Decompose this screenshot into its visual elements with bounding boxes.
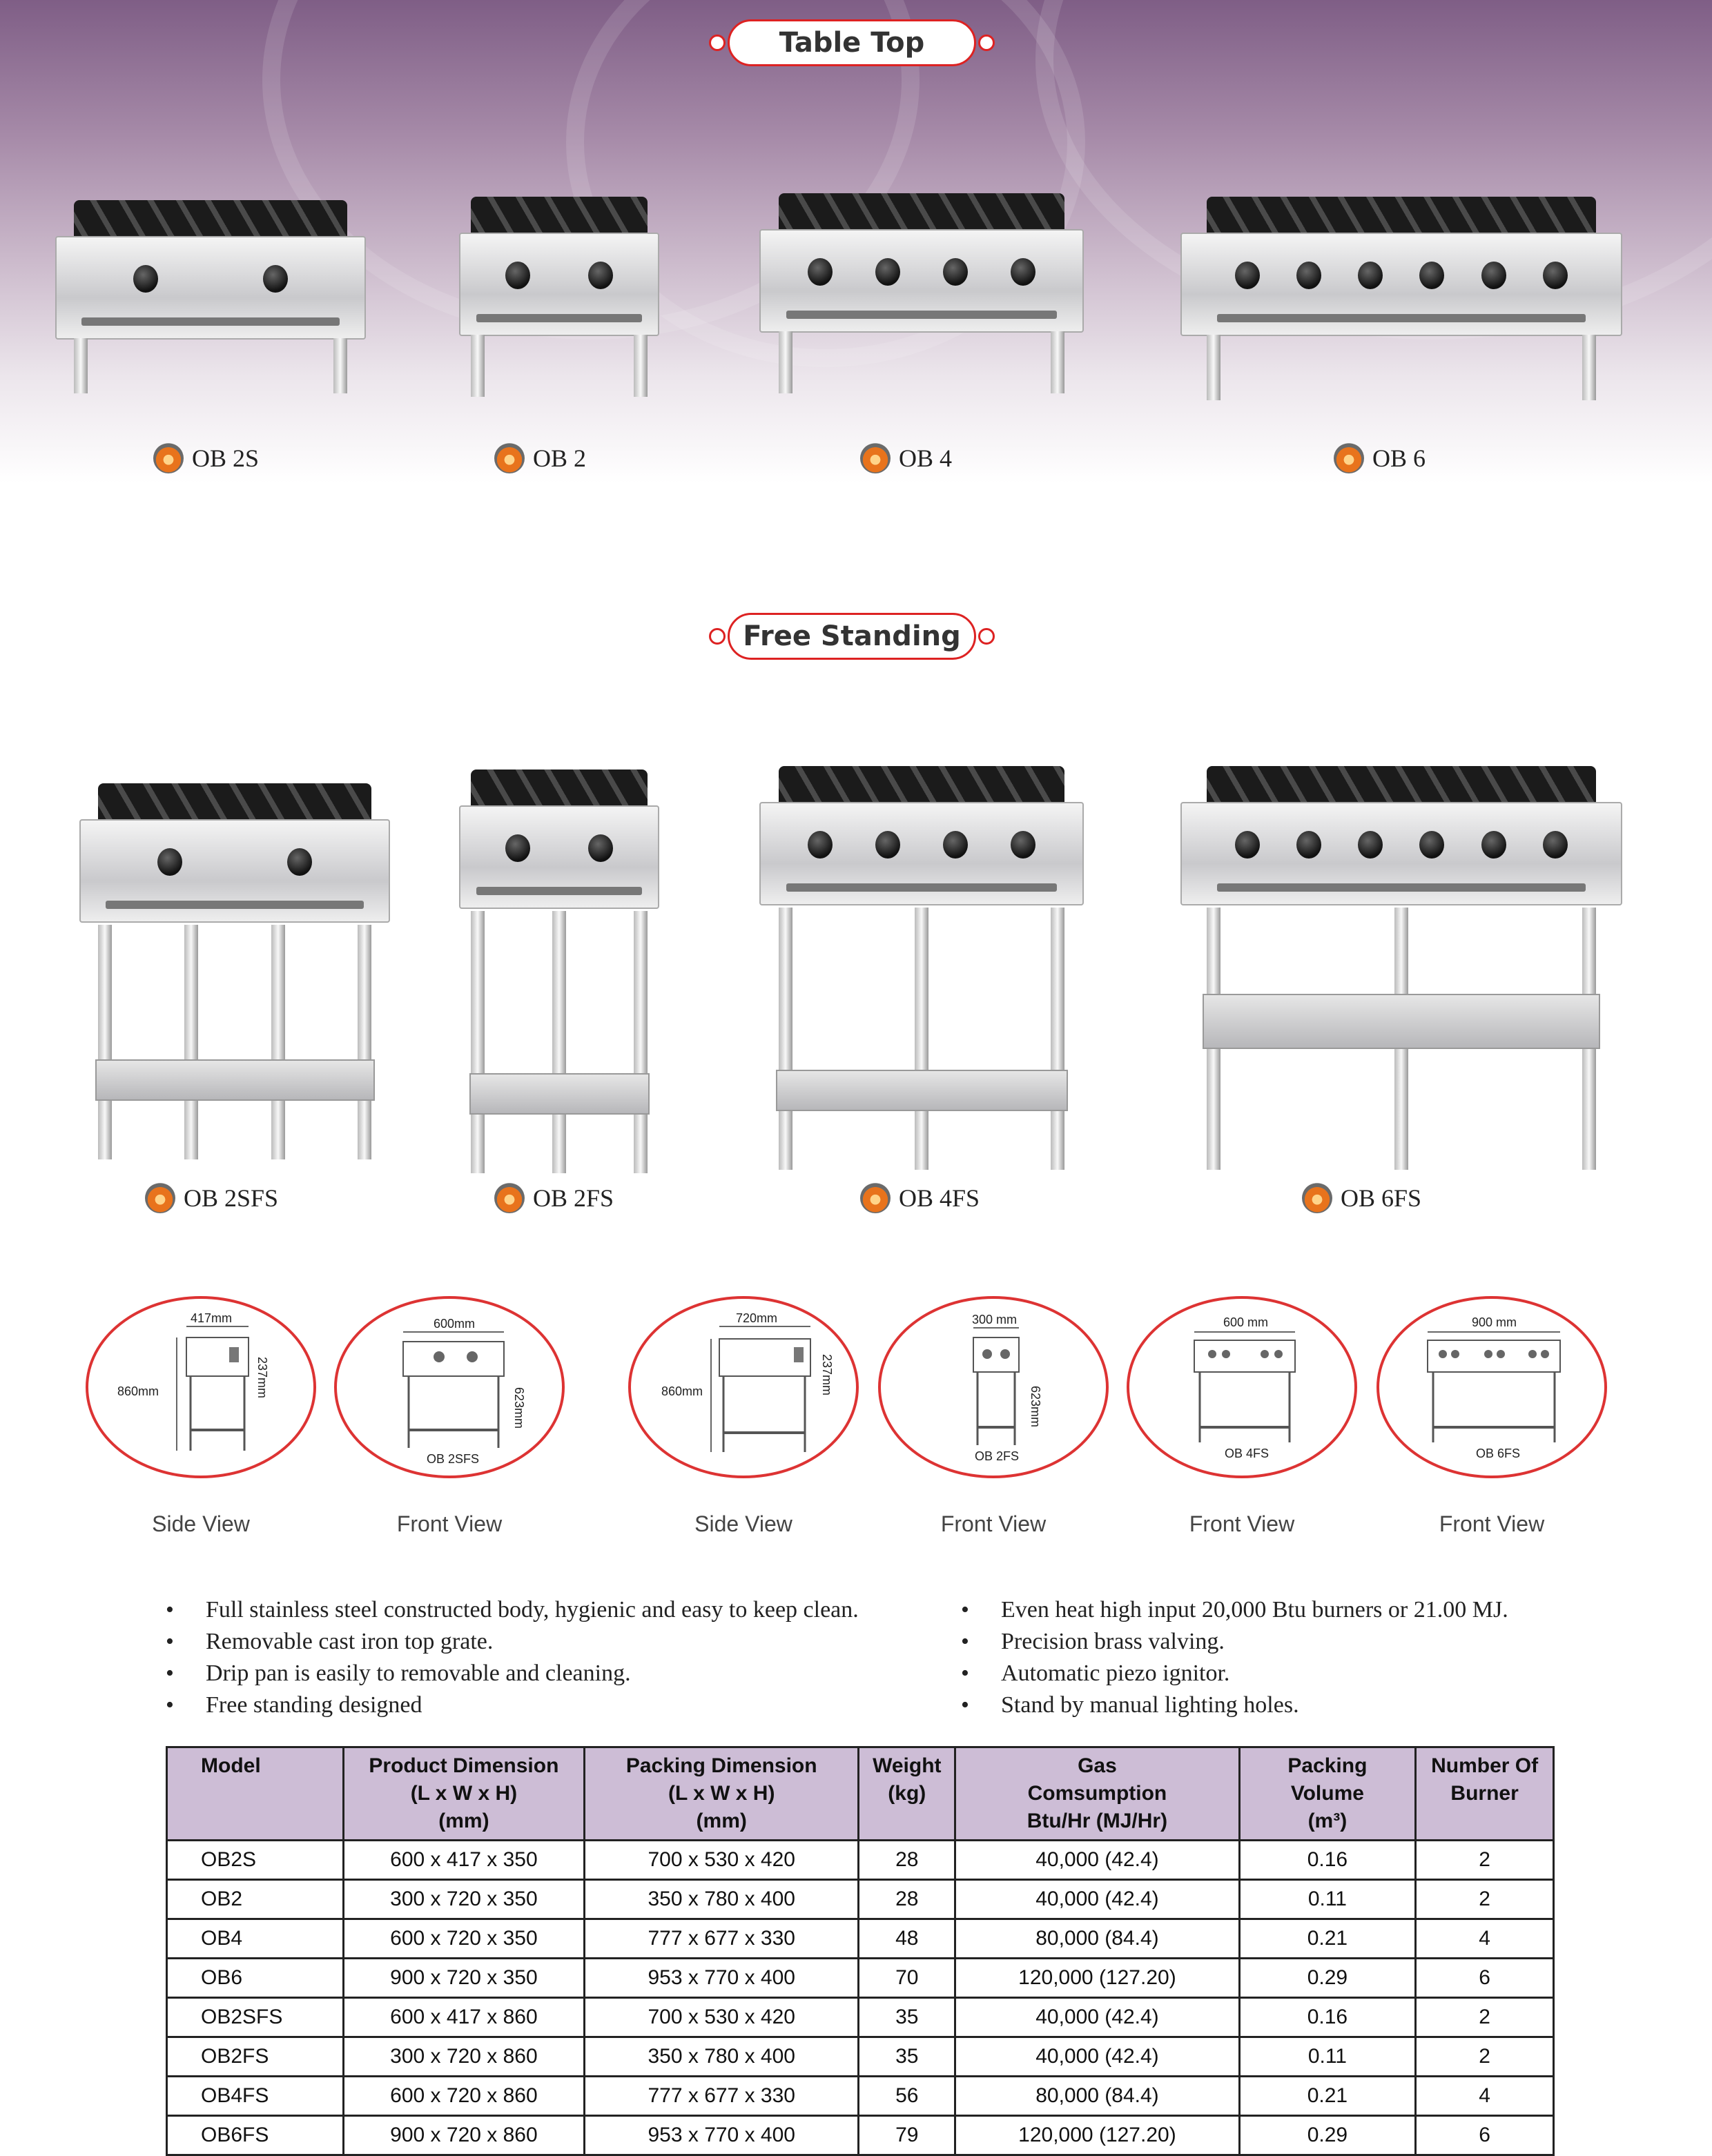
table-cell: 0.11 (1239, 2037, 1416, 2077)
table-cell: 56 (859, 2077, 955, 2116)
table-cell: OB2SFS (167, 1998, 344, 2037)
header-number-of-burner: Number Of Burner (1416, 1747, 1554, 1841)
feature-item: • Free standing designed (166, 1689, 859, 1721)
height-dimension: 623mm (1029, 1386, 1042, 1428)
table-cell: OB4 (167, 1919, 344, 1959)
table-row (167, 1880, 1554, 1919)
table-cell: 0.21 (1239, 1919, 1416, 1959)
table-cell: 0.16 (1239, 1998, 1416, 2037)
width-dimension: 600 mm (1223, 1315, 1269, 1329)
table-cell: 6 (1416, 2116, 1554, 2155)
diagram-caption: Front View (940, 1511, 1047, 1536)
flame-icon (145, 1183, 175, 1213)
width-dimension: 720mm (736, 1311, 778, 1325)
height-dimension: 860mm (117, 1384, 159, 1398)
table-cell: OB2FS (167, 2037, 344, 2077)
specification-table (166, 1746, 1555, 2156)
section-title-table-top: Table Top (728, 19, 976, 66)
product-label-ob2: OB 2 (494, 443, 586, 473)
table-cell: 2 (1416, 1841, 1554, 1880)
top-height-dimension: 237mm (255, 1357, 269, 1399)
product-label-ob2s: OB 2S (153, 443, 259, 473)
product-image-ob2s (55, 200, 366, 421)
dimension-diagram-front-view-1 (334, 1296, 565, 1478)
table-row (167, 1919, 1554, 1959)
table-cell: 40,000 (42.4) (955, 2037, 1239, 2077)
dimension-diagram-front-view-4 (1377, 1296, 1607, 1478)
table-cell: 0.16 (1239, 1841, 1416, 1880)
diagram-caption: Front View (1439, 1511, 1545, 1536)
table-cell: 953 x 770 x 400 (585, 2116, 859, 2155)
feature-item: • Removable cast iron top grate. (166, 1626, 859, 1658)
pill-right-ornament (978, 628, 995, 645)
dimension-diagram-side-view-1 (86, 1296, 316, 1478)
dimension-diagram-front-view-3 (1127, 1296, 1357, 1478)
header-model: Model (167, 1747, 344, 1841)
flame-icon (153, 443, 184, 473)
diagram-caption: Front View (396, 1511, 503, 1536)
height-dimension: 860mm (661, 1384, 703, 1398)
table-cell: OB4FS (167, 2077, 344, 2116)
diagram-model-label: OB 2FS (975, 1449, 1020, 1463)
table-cell: 600 x 417 x 350 (343, 1841, 584, 1880)
header-packing-volume: Packing Volume (m³) (1239, 1747, 1416, 1841)
header-gas-consumption: Gas Comsumption Btu/Hr (MJ/Hr) (955, 1747, 1239, 1841)
flame-icon (860, 443, 891, 473)
table-cell: 700 x 530 x 420 (585, 1998, 859, 2037)
diagram-model-label: OB 2SFS (427, 1452, 480, 1466)
table-cell: 48 (859, 1919, 955, 1959)
table-cell: 70 (859, 1959, 955, 1998)
width-dimension: 417mm (191, 1311, 233, 1325)
diagram-caption: Front View (1189, 1511, 1295, 1536)
pill-left-ornament (709, 35, 726, 51)
table-cell: 350 x 780 x 400 (585, 1880, 859, 1919)
width-dimension: 300 mm (972, 1313, 1018, 1326)
table-header-row (167, 1747, 1554, 1841)
table-cell: 6 (1416, 1959, 1554, 1998)
table-row (167, 1998, 1554, 2037)
flame-icon (1334, 443, 1364, 473)
table-cell: 40,000 (42.4) (955, 1841, 1239, 1880)
pill-left-ornament (709, 628, 726, 645)
feature-item: • Automatic piezo ignitor. (961, 1658, 1508, 1689)
table-cell: 0.29 (1239, 1959, 1416, 1998)
table-cell: 0.11 (1239, 1880, 1416, 1919)
table-cell: 600 x 417 x 860 (343, 1998, 584, 2037)
table-cell: 600 x 720 x 860 (343, 2077, 584, 2116)
table-row (167, 1959, 1554, 1998)
product-label-ob2fs: OB 2FS (494, 1183, 614, 1213)
features-list-left (166, 1594, 859, 1721)
header-packing-dimension: Packing Dimension (L x W x H) (mm) (585, 1747, 859, 1841)
table-cell: 0.21 (1239, 2077, 1416, 2116)
width-dimension: 600mm (434, 1317, 476, 1331)
product-image-ob4fs (759, 766, 1084, 1180)
dimension-diagram-side-view-2 (628, 1296, 859, 1478)
product-label-ob4: OB 4 (860, 443, 952, 473)
table-cell: OB6 (167, 1959, 344, 1998)
table-cell: 80,000 (84.4) (955, 2077, 1239, 2116)
feature-item: • Stand by manual lighting holes. (961, 1689, 1508, 1721)
table-cell: 28 (859, 1880, 955, 1919)
table-cell: 777 x 677 x 330 (585, 1919, 859, 1959)
product-label-ob6fs: OB 6FS (1302, 1183, 1421, 1213)
feature-item: • Drip pan is easily to removable and cleaning. (166, 1658, 859, 1689)
product-label-ob2sfs: OB 2SFS (145, 1183, 278, 1213)
table-cell: 900 x 720 x 350 (343, 1959, 584, 1998)
product-image-ob2 (459, 197, 659, 418)
table-cell: 300 x 720 x 860 (343, 2037, 584, 2077)
table-cell: 35 (859, 2037, 955, 2077)
flame-icon (860, 1183, 891, 1213)
flame-icon (494, 443, 525, 473)
table-cell: 777 x 677 x 330 (585, 2077, 859, 2116)
feature-item: • Full stainless steel constructed body, hygienic and easy to keep clean. (166, 1594, 859, 1626)
header-weight: Weight (kg) (859, 1747, 955, 1841)
table-cell: 4 (1416, 2077, 1554, 2116)
table-cell: OB6FS (167, 2116, 344, 2155)
table-cell: 2 (1416, 2037, 1554, 2077)
features-list-right (961, 1594, 1508, 1721)
table-cell: 350 x 780 x 400 (585, 2037, 859, 2077)
table-cell: 120,000 (127.20) (955, 2116, 1239, 2155)
table-cell: 4 (1416, 1919, 1554, 1959)
table-cell: 40,000 (42.4) (955, 1998, 1239, 2037)
table-cell: 600 x 720 x 350 (343, 1919, 584, 1959)
product-image-ob6 (1180, 197, 1622, 418)
table-cell: 2 (1416, 1998, 1554, 2037)
product-image-ob2sfs (79, 783, 390, 1156)
header-product-dimension: Product Dimension (L x W x H) (mm) (343, 1747, 584, 1841)
table-row (167, 2037, 1554, 2077)
table-cell: 79 (859, 2116, 955, 2155)
table-cell: 2 (1416, 1880, 1554, 1919)
table-row (167, 2077, 1554, 2116)
flame-icon (494, 1183, 525, 1213)
table-cell: 28 (859, 1841, 955, 1880)
table-cell: 40,000 (42.4) (955, 1880, 1239, 1919)
diagram-model-label: OB 6FS (1476, 1447, 1521, 1460)
flame-icon (1302, 1183, 1332, 1213)
product-image-ob2fs (459, 770, 659, 1184)
diagram-caption: Side View (152, 1511, 250, 1536)
feature-item: • Precision brass valving. (961, 1626, 1508, 1658)
dimension-diagram-front-view-2 (878, 1296, 1109, 1478)
section-title-free-standing: Free Standing (728, 613, 976, 660)
table-cell: OB2S (167, 1841, 344, 1880)
height-dimension: 623mm (512, 1387, 526, 1429)
product-label-ob6: OB 6 (1334, 443, 1426, 473)
pill-right-ornament (978, 35, 995, 51)
product-label-ob4fs: OB 4FS (860, 1183, 980, 1213)
table-cell: 120,000 (127.20) (955, 1959, 1239, 1998)
table-row (167, 1841, 1554, 1880)
diagram-caption: Side View (694, 1511, 792, 1536)
table-cell: OB2 (167, 1880, 344, 1919)
table-cell: 953 x 770 x 400 (585, 1959, 859, 1998)
product-image-ob6fs (1180, 766, 1622, 1180)
table-cell: 900 x 720 x 860 (343, 2116, 584, 2155)
diagram-model-label: OB 4FS (1225, 1447, 1270, 1460)
table-cell: 300 x 720 x 350 (343, 1880, 584, 1919)
product-image-ob4 (759, 193, 1084, 414)
width-dimension: 900 mm (1472, 1315, 1517, 1329)
feature-item: • Even heat high input 20,000 Btu burners or 21.00 MJ. (961, 1594, 1508, 1626)
table-cell: 35 (859, 1998, 955, 2037)
top-height-dimension: 237mm (820, 1354, 834, 1396)
table-cell: 0.29 (1239, 2116, 1416, 2155)
table-cell: 700 x 530 x 420 (585, 1841, 859, 1880)
table-cell: 80,000 (84.4) (955, 1919, 1239, 1959)
